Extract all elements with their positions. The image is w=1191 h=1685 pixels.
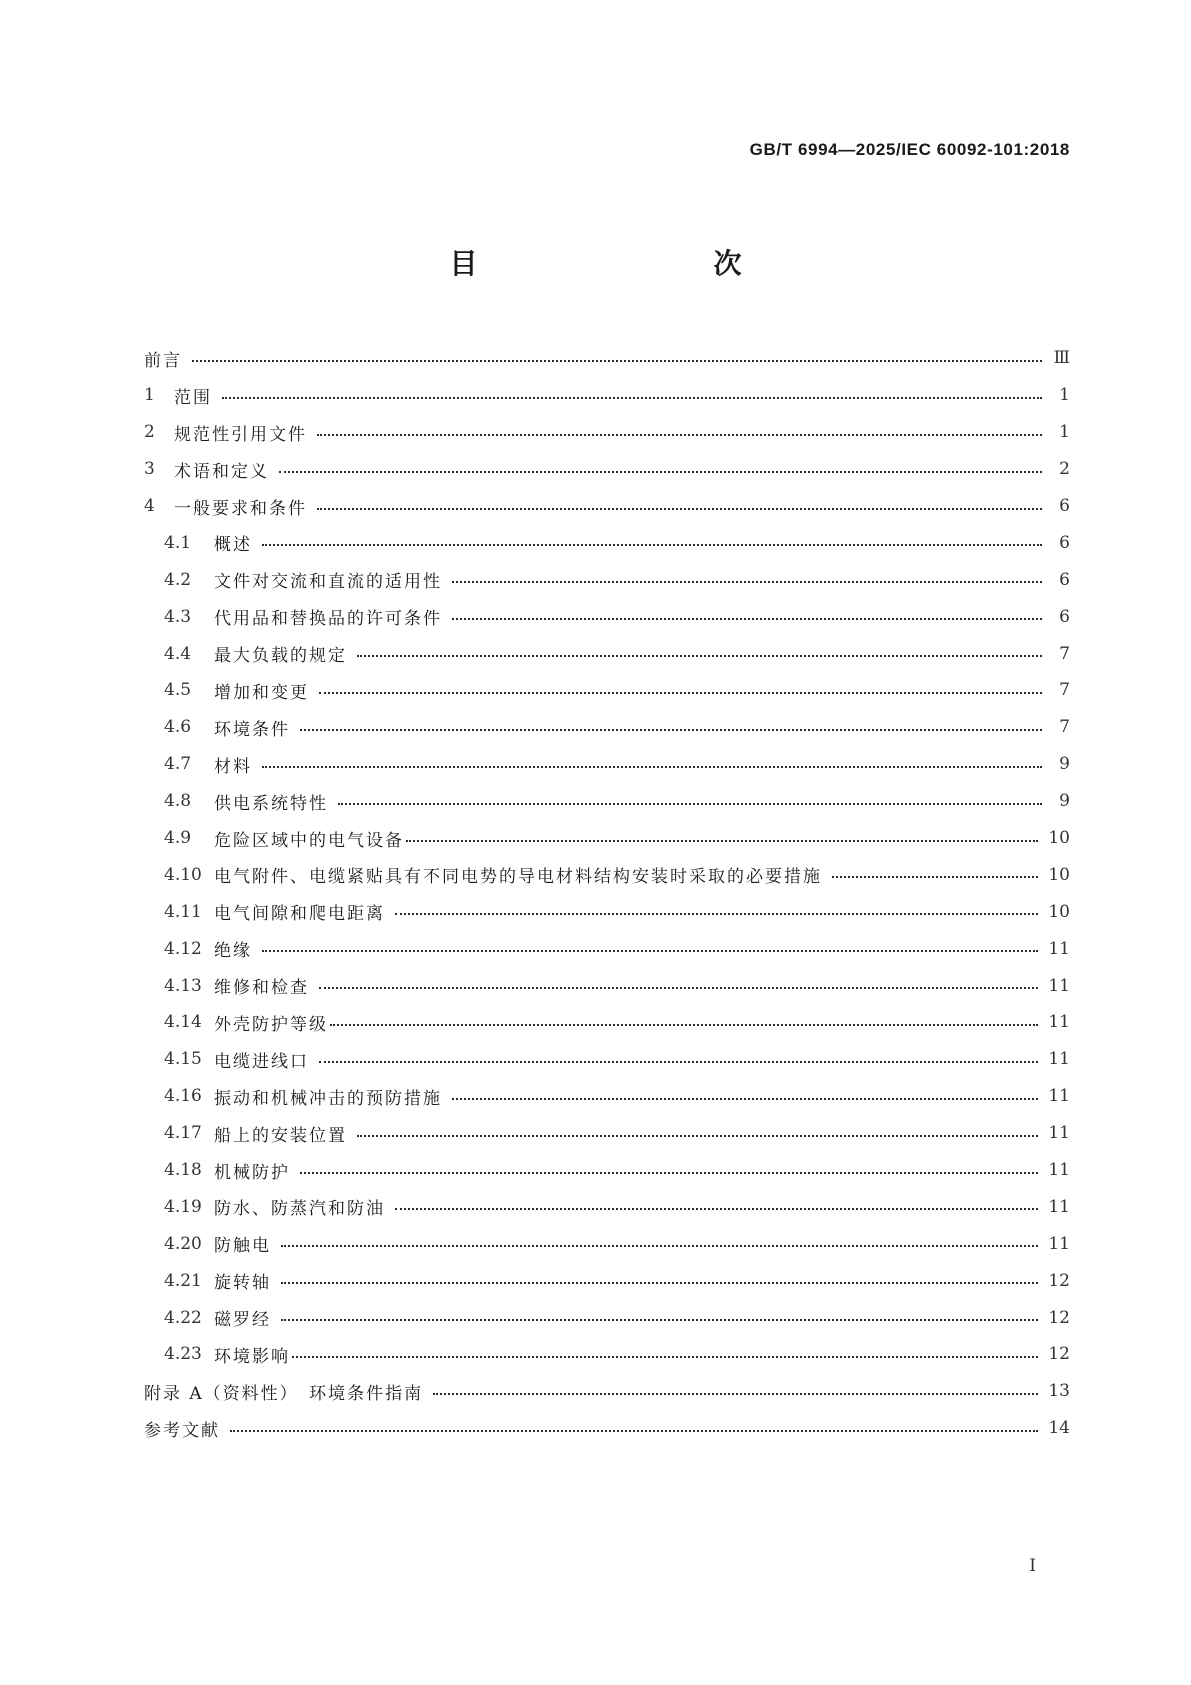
toc-entry-page: 6 — [1059, 532, 1070, 553]
dot-leader — [357, 654, 1042, 657]
dot-leader — [300, 1171, 1038, 1174]
toc-entry-number: 4.11 — [164, 901, 202, 922]
dot-leader — [395, 1207, 1038, 1210]
toc-entry-title: 外壳防护等级 — [214, 1014, 328, 1035]
toc-entry-page: 10 — [1048, 864, 1070, 885]
toc-entry-page: 12 — [1048, 1270, 1070, 1291]
dot-leader — [319, 691, 1042, 694]
toc-entry-number: 2 — [144, 422, 155, 443]
toc-entry-title: 代用品和替换品的许可条件 — [214, 609, 442, 630]
toc-entry-title: 概述 — [214, 535, 252, 556]
toc-entry-title: 电气间隙和爬电距离 — [214, 904, 385, 925]
dot-leader — [317, 507, 1042, 510]
toc-entry[interactable] — [144, 967, 1070, 1004]
dot-leader — [279, 470, 1042, 473]
toc-entry-number: 4.14 — [164, 1012, 202, 1033]
toc-entry[interactable] — [144, 893, 1070, 930]
toc-entry-title: 绝缘 — [214, 941, 252, 962]
dot-leader — [452, 617, 1042, 620]
toc-entry-title: 维修和检查 — [214, 978, 309, 999]
toc-entry[interactable] — [144, 930, 1070, 967]
toc-entry[interactable] — [144, 1041, 1070, 1078]
dot-leader — [300, 728, 1042, 731]
toc-entry[interactable] — [144, 1152, 1070, 1189]
toc-entry[interactable] — [144, 820, 1070, 857]
toc-entry-page: 12 — [1048, 1307, 1070, 1328]
dot-leader — [230, 1429, 1038, 1432]
dot-leader — [433, 1392, 1038, 1395]
toc-entry[interactable] — [144, 414, 1070, 451]
toc-entry-page: 6 — [1059, 569, 1070, 590]
dot-leader — [395, 912, 1038, 915]
toc-entry[interactable] — [144, 1336, 1070, 1373]
toc-entry-page: 14 — [1048, 1418, 1070, 1439]
toc-entry-number: 4.8 — [164, 791, 192, 812]
toc-entry-page: 7 — [1059, 643, 1070, 664]
toc-entry[interactable] — [144, 1373, 1070, 1410]
toc-entry-page: 1 — [1059, 422, 1070, 443]
dot-leader — [452, 1097, 1038, 1100]
toc-entry[interactable] — [144, 340, 1070, 377]
toc-entry-page: 11 — [1048, 1123, 1070, 1144]
dot-leader — [319, 986, 1038, 989]
dot-leader — [832, 875, 1038, 878]
dot-leader — [452, 580, 1042, 583]
dot-leader — [330, 1023, 1038, 1026]
toc-entry[interactable] — [144, 1188, 1070, 1225]
page-title: 目 次 — [449, 247, 802, 280]
table-of-contents — [144, 340, 1070, 1447]
toc-entry[interactable] — [144, 783, 1070, 820]
toc-entry-page: 11 — [1048, 1160, 1070, 1181]
toc-entry-number: 4.3 — [164, 606, 192, 627]
toc-entry-title: 危险区域中的电气设备 — [214, 830, 404, 851]
toc-entry-number: 4.21 — [164, 1270, 202, 1291]
dot-leader — [262, 949, 1038, 952]
toc-entry-number: 4.2 — [164, 569, 192, 590]
toc-entry-page: Ⅲ — [1053, 348, 1070, 369]
toc-entry-page: 11 — [1048, 1233, 1070, 1254]
toc-entry-page: 12 — [1048, 1344, 1070, 1365]
toc-entry-number: 4.20 — [164, 1233, 202, 1254]
toc-entry-number: 4.23 — [164, 1344, 202, 1365]
toc-entry[interactable] — [144, 1004, 1070, 1041]
toc-entry[interactable] — [144, 377, 1070, 414]
toc-entry-page: 10 — [1048, 901, 1070, 922]
toc-entry[interactable] — [144, 635, 1070, 672]
toc-entry-title: 电缆进线口 — [214, 1051, 309, 1072]
toc-entry[interactable] — [144, 746, 1070, 783]
dot-leader — [262, 765, 1042, 768]
dot-leader — [281, 1318, 1038, 1321]
dot-leader — [292, 1355, 1038, 1358]
toc-entry-title: 防触电 — [214, 1236, 271, 1257]
toc-entry-number: 4.13 — [164, 975, 202, 996]
toc-entry-number: 4 — [144, 496, 155, 516]
standard-code: GB/T 6994—2025/IEC 60092-101:2018 — [749, 140, 1070, 159]
toc-entry-title: 附录 A（资料性） 环境条件指南 — [144, 1383, 424, 1404]
toc-entry-number: 4.6 — [164, 717, 192, 738]
toc-entry[interactable] — [144, 488, 1070, 525]
dot-leader — [281, 1244, 1038, 1247]
toc-entry-number: 1 — [144, 385, 155, 406]
dot-leader — [338, 802, 1042, 805]
toc-entry-page: 11 — [1048, 1196, 1070, 1217]
toc-entry-number: 4.4 — [164, 643, 192, 664]
toc-entry[interactable] — [144, 524, 1070, 561]
toc-entry-title: 旋转轴 — [214, 1273, 271, 1294]
toc-entry[interactable] — [144, 709, 1070, 746]
toc-entry-page: 7 — [1059, 680, 1070, 701]
toc-entry-page: 11 — [1048, 975, 1070, 996]
toc-entry[interactable] — [144, 1410, 1070, 1447]
toc-entry-page: 11 — [1048, 938, 1070, 959]
toc-entry-title: 术语和定义 — [174, 461, 269, 482]
toc-entry-title: 防水、防蒸汽和防油 — [214, 1199, 385, 1220]
toc-entry-page: 7 — [1059, 717, 1070, 738]
toc-entry-number: 4.19 — [164, 1196, 202, 1217]
toc-entry-title: 文件对交流和直流的适用性 — [214, 572, 442, 593]
toc-entry-number: 4.10 — [164, 864, 202, 885]
toc-entry-title: 材料 — [214, 756, 252, 777]
toc-entry[interactable] — [144, 1115, 1070, 1152]
toc-entry[interactable] — [144, 451, 1070, 488]
toc-entry-title: 振动和机械冲击的预防措施 — [214, 1088, 442, 1109]
dot-leader — [222, 396, 1042, 399]
toc-entry-number: 4.22 — [164, 1307, 202, 1328]
toc-entry-title: 磁罗经 — [214, 1310, 271, 1331]
toc-entry-number: 4.17 — [164, 1123, 202, 1144]
toc-entry-number: 4.5 — [164, 680, 192, 701]
toc-entry-number: 4.12 — [164, 938, 202, 959]
toc-entry-title: 一般要求和条件 — [174, 498, 307, 519]
dot-leader — [319, 1060, 1038, 1063]
toc-entry-number: 4.7 — [164, 754, 192, 775]
toc-entry-number: 4.18 — [164, 1160, 202, 1181]
toc-entry[interactable] — [144, 1078, 1070, 1115]
toc-entry-page: 11 — [1048, 1086, 1070, 1107]
dot-leader — [357, 1134, 1038, 1137]
toc-entry-title: 环境条件 — [214, 719, 290, 740]
toc-entry-page: 11 — [1048, 1049, 1070, 1070]
toc-entry-page: 13 — [1048, 1381, 1070, 1402]
toc-entry-page: 2 — [1059, 459, 1070, 480]
toc-entry[interactable] — [144, 672, 1070, 709]
toc-entry-page: 9 — [1059, 754, 1070, 775]
toc-entry-title: 参考文献 — [144, 1420, 220, 1441]
toc-entry-title: 电气附件、电缆紧贴具有不同电势的导电材料结构安装时采取的必要措施 — [214, 867, 822, 888]
dot-leader — [281, 1281, 1038, 1284]
toc-entry-number: 4.15 — [164, 1049, 202, 1070]
toc-entry-page: 6 — [1059, 606, 1070, 627]
dot-leader — [317, 433, 1042, 436]
toc-entry-page: 11 — [1048, 1012, 1070, 1033]
dot-leader — [262, 543, 1042, 546]
toc-entry[interactable] — [144, 1299, 1070, 1336]
toc-entry-page: 10 — [1048, 828, 1070, 849]
toc-entry-title: 供电系统特性 — [214, 793, 328, 814]
toc-entry-title: 增加和变更 — [214, 682, 309, 703]
toc-entry-number: 4.9 — [164, 828, 192, 849]
toc-entry-title: 最大负载的规定 — [214, 646, 347, 667]
toc-entry-title: 环境影响 — [214, 1346, 290, 1367]
toc-entry[interactable] — [144, 856, 1070, 893]
toc-entry-page: 9 — [1059, 791, 1070, 812]
toc-entry-title: 范围 — [174, 387, 212, 408]
dot-leader — [192, 359, 1042, 362]
page-number: I — [1029, 1556, 1036, 1576]
toc-entry-number: 4.16 — [164, 1086, 202, 1107]
dot-leader — [406, 839, 1038, 842]
toc-entry-page: 6 — [1059, 496, 1070, 516]
toc-entry-page: 1 — [1059, 385, 1070, 406]
toc-entry-title: 规范性引用文件 — [174, 424, 307, 445]
toc-entry-number: 4.1 — [164, 532, 192, 553]
toc-entry[interactable] — [144, 598, 1070, 635]
toc-entry[interactable] — [144, 1262, 1070, 1299]
toc-entry-number: 3 — [144, 459, 155, 480]
toc-entry[interactable] — [144, 1225, 1070, 1262]
toc-entry-title: 船上的安装位置 — [214, 1125, 347, 1146]
toc-entry-title: 前言 — [144, 350, 182, 371]
toc-entry[interactable] — [144, 561, 1070, 598]
toc-entry-title: 机械防护 — [214, 1162, 290, 1183]
